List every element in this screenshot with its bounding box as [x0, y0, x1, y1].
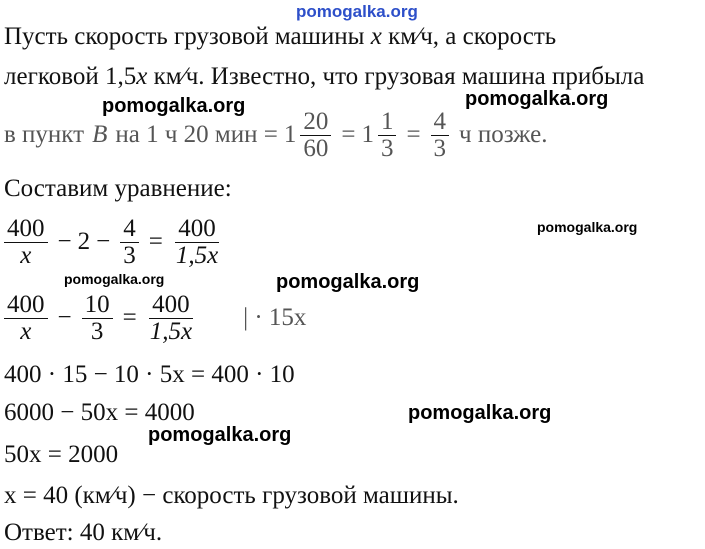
watermark: pomogalka.org [64, 271, 165, 287]
equation-4-text: 6000 − 50x = 4000 [4, 399, 195, 426]
equation-6-text: x = 40 (км⁄ч) − скорость грузовой машины. [4, 482, 459, 509]
answer-text: Ответ: 40 км⁄ч. [4, 519, 163, 546]
fraction-denominator: 60 [303, 134, 329, 162]
fraction-400-x [4, 216, 48, 269]
variable-b: B [92, 121, 108, 148]
fraction-denominator: 3 [380, 134, 394, 162]
unit-kmh: км⁄ч [388, 23, 433, 50]
equation-5-text: 50x = 2000 [4, 441, 119, 468]
answer-line [4, 518, 162, 548]
minus-sign: − [57, 228, 72, 255]
fraction-10-3 [82, 292, 113, 345]
equals-sign: = [341, 121, 356, 148]
whole-part: 1 [283, 121, 297, 148]
fraction-400-x [4, 292, 48, 345]
variable-x: x [136, 63, 148, 90]
equals-sign: = [406, 121, 421, 148]
equals-sign: = [122, 304, 137, 331]
fraction-denominator: x [20, 241, 32, 269]
fraction-numerator: 400 [175, 216, 219, 243]
unit-kmh: км⁄ч [153, 63, 199, 90]
equation-3 [4, 360, 295, 390]
fraction-4-3 [120, 216, 139, 269]
equation-6 [4, 481, 459, 511]
fraction-denominator: 1,5x [175, 241, 219, 269]
minus-sign: − [57, 304, 72, 331]
line3-text-a: в пункт [4, 121, 85, 148]
line1-text-a: Пусть скорость грузовой машины [4, 23, 365, 50]
fraction-400-1-5x [173, 216, 221, 269]
equation-2 [4, 288, 306, 348]
text-line-3 [4, 105, 547, 165]
fraction-denominator: 3 [123, 241, 136, 269]
fraction-20-60 [300, 109, 331, 162]
watermark: pomogalka.org [148, 424, 292, 446]
fraction-numerator: 1 [378, 109, 397, 136]
line3-text-e: ч позже. [459, 121, 548, 148]
line4-text: Составим уравнение: [4, 175, 232, 202]
watermark-top: pomogalka.org [296, 2, 418, 21]
fraction-numerator: 400 [149, 292, 193, 319]
minus-sign: − [96, 228, 111, 255]
fraction-numerator: 400 [4, 216, 48, 243]
fraction-denominator: 3 [90, 317, 104, 345]
equation-5 [4, 440, 118, 470]
watermark: pomogalka.org [465, 88, 609, 110]
fraction-numerator: 4 [431, 109, 450, 136]
watermark: pomogalka.org [102, 95, 246, 117]
fraction-denominator: 3 [433, 134, 447, 162]
number: 2 [77, 228, 91, 255]
variable-x: x [370, 23, 382, 50]
equals-sign: = [148, 228, 163, 255]
multiply-note: | · 15x [243, 304, 307, 331]
whole-part: 1 [361, 121, 374, 148]
watermark: pomogalka.org [276, 271, 420, 293]
line2-text-b: . Известно, что грузовая машина прибыла [198, 63, 645, 90]
fraction-denominator: x [20, 317, 32, 345]
watermark: pomogalka.org [537, 219, 638, 235]
fraction-denominator: 1,5x [149, 317, 193, 345]
equation-3-text: 400 · 15 − 10 · 5x = 400 · 10 [4, 361, 295, 388]
fraction-4-3 [431, 109, 450, 162]
line1-text-b: , а скорость [432, 23, 557, 50]
line3-text-b: на 1 ч 20 мин = [115, 121, 278, 148]
text-line-1 [4, 22, 556, 52]
fraction-numerator: 4 [120, 216, 139, 243]
fraction-numerator: 20 [300, 109, 331, 136]
equation-1 [4, 212, 225, 272]
fraction-400-1-5x [147, 292, 195, 345]
text-line-4 [4, 174, 232, 204]
fraction-numerator: 10 [82, 292, 113, 319]
watermark: pomogalka.org [408, 402, 552, 424]
fraction-numerator: 400 [4, 292, 48, 319]
line2-text-a: легковой 1,5 [4, 63, 137, 90]
fraction-1-3 [378, 109, 397, 162]
